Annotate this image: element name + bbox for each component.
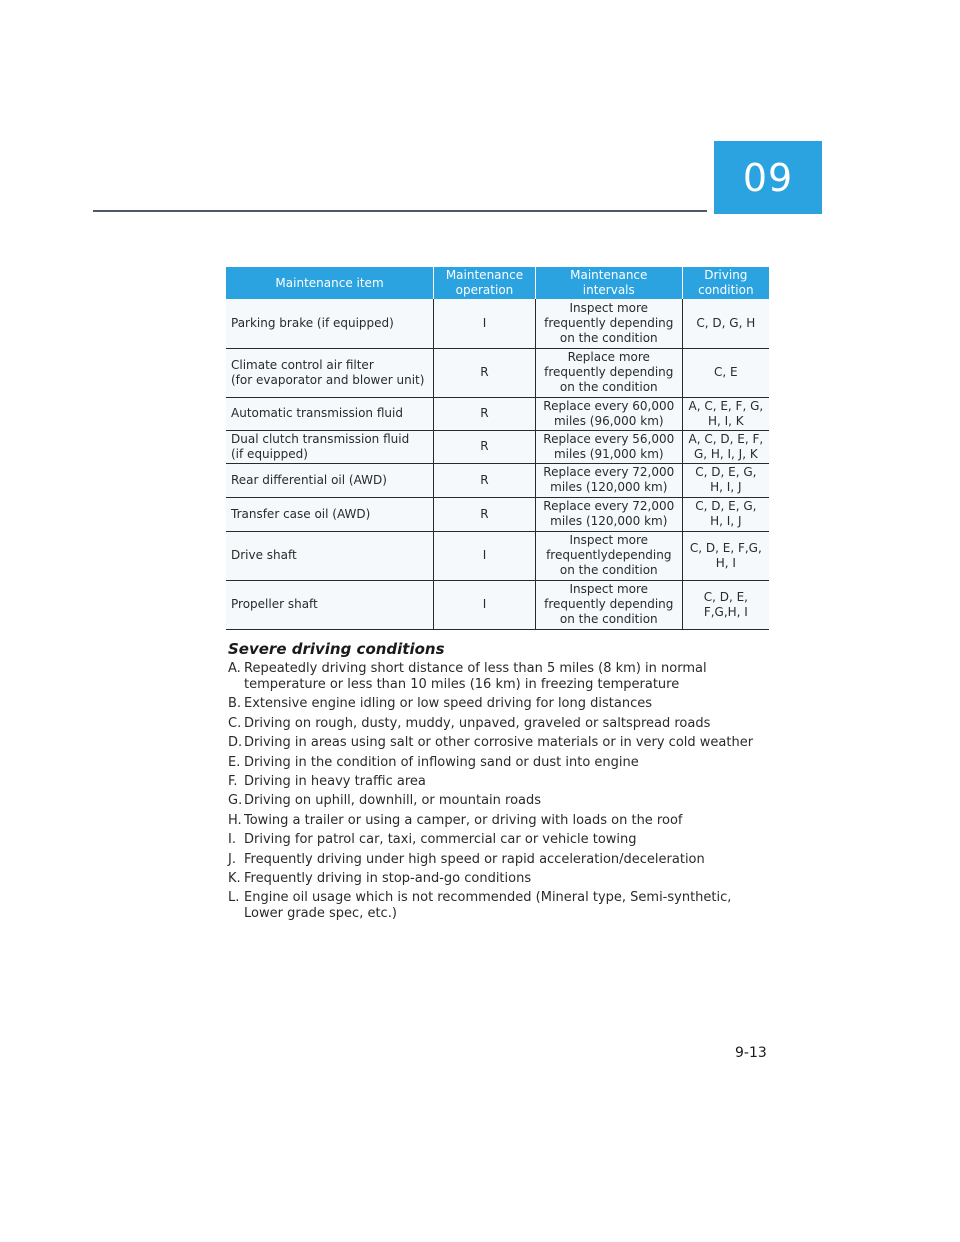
cell-item: Drive shaft — [226, 531, 434, 580]
list-item-text: Driving in heavy traffic area — [244, 773, 426, 789]
table-row — [226, 348, 769, 397]
severe-conditions-title: Severe driving conditions — [228, 640, 445, 658]
cell-operation: I — [434, 580, 536, 629]
list-item-letter: D. — [228, 735, 243, 751]
cell-interval: Inspect more frequently depending on the condition — [535, 580, 682, 629]
list-item-text: Towing a trailer or using a camper, or driving with loads on the roof — [244, 812, 683, 828]
list-item-letter: K. — [228, 870, 241, 886]
cell-condition: C, D, G, H — [682, 299, 769, 348]
table-header-row — [226, 267, 769, 299]
cell-condition: A, C, D, E, F, G, H, I, J, K — [682, 430, 769, 463]
cell-item: Transfer case oil (AWD) — [226, 497, 434, 531]
list-item-letter: L. — [228, 890, 240, 906]
list-item-text: Frequently driving under high speed or rapid acceleration/deceleration — [244, 851, 705, 867]
list-item — [228, 832, 773, 848]
list-item-text: Engine oil usage which is not recommended (Mineral type, Semi-synthetic, Lower grade spec, etc.) — [244, 890, 732, 922]
list-item — [228, 661, 773, 693]
page-number: 9-13 — [735, 1045, 767, 1061]
cell-interval: Inspect more frequently depending on the condition — [535, 299, 682, 348]
header-driving-condition: Driving condition — [682, 267, 769, 299]
cell-item: Propeller shaft — [226, 580, 434, 629]
list-item — [228, 852, 773, 868]
maintenance-table — [226, 267, 769, 630]
cell-condition: C, E — [682, 348, 769, 397]
list-item — [228, 871, 773, 887]
table-row — [226, 531, 769, 580]
table-row — [226, 430, 769, 463]
cell-operation: R — [434, 348, 536, 397]
cell-operation: I — [434, 299, 536, 348]
cell-item: Dual clutch transmission fluid (if equipped) — [226, 430, 434, 463]
list-item — [228, 890, 773, 922]
cell-condition: C, D, E, F,G, H, I — [682, 531, 769, 580]
list-item — [228, 813, 773, 829]
list-item-text: Repeatedly driving short distance of less than 5 miles (8 km) in normal temperature or less than 10 miles (16 km) in freezing temperature — [244, 661, 707, 692]
cell-operation: R — [434, 497, 536, 531]
list-item-text: Driving on uphill, downhill, or mountain roads — [244, 793, 542, 809]
cell-condition: C, D, E, G, H, I, J — [682, 497, 769, 531]
list-item-letter: F. — [228, 773, 238, 789]
list-item — [228, 696, 773, 712]
table-row — [226, 299, 769, 348]
cell-operation: R — [434, 463, 536, 497]
list-item-letter: J. — [228, 851, 236, 867]
list-item-text: Driving on rough, dusty, muddy, unpaved, graveled or saltspread roads — [244, 715, 711, 731]
chapter-tab — [714, 141, 822, 214]
cell-interval: Inspect more frequentlydepending on the condition — [535, 531, 682, 580]
cell-item: Rear differential oil (AWD) — [226, 463, 434, 497]
cell-interval: Replace every 60,000 miles (96,000 km) — [535, 397, 682, 430]
header-maintenance-intervals: Maintenance intervals — [535, 267, 682, 299]
cell-item: Automatic transmission fluid — [226, 397, 434, 430]
list-item — [228, 735, 773, 751]
list-item-letter: H. — [228, 812, 242, 828]
list-item-text: Extensive engine idling or low speed driving for long distances — [244, 696, 652, 712]
list-item — [228, 793, 773, 809]
header-maintenance-operation: Maintenance operation — [434, 267, 536, 299]
list-item-text: Driving in areas using salt or other corrosive materials or in very cold weather — [244, 735, 754, 751]
list-item-text: Driving for patrol car, taxi, commercial car or vehicle towing — [244, 832, 637, 848]
severe-conditions-list — [228, 661, 773, 926]
table-row — [226, 397, 769, 430]
list-item-letter: B. — [228, 696, 242, 712]
cell-interval: Replace every 72,000 miles (120,000 km) — [535, 463, 682, 497]
list-item-letter: C. — [228, 715, 242, 731]
list-item — [228, 716, 773, 732]
cell-item: Climate control air filter (for evaporator and blower unit) — [226, 348, 434, 397]
list-item-text: Frequently driving in stop-and-go conditions — [244, 870, 532, 886]
cell-condition: C, D, E, F,G,H, I — [682, 580, 769, 629]
cell-item: Parking brake (if equipped) — [226, 299, 434, 348]
cell-interval: Replace every 56,000 miles (91,000 km) — [535, 430, 682, 463]
cell-operation: R — [434, 397, 536, 430]
cell-condition: C, D, E, G, H, I, J — [682, 463, 769, 497]
table-row — [226, 497, 769, 531]
chapter-number: 09 — [742, 155, 794, 200]
list-item-letter: G. — [228, 793, 243, 809]
list-item — [228, 774, 773, 790]
cell-interval: Replace every 72,000 miles (120,000 km) — [535, 497, 682, 531]
table-row — [226, 463, 769, 497]
list-item-letter: E. — [228, 754, 241, 770]
header-divider — [93, 210, 707, 212]
list-item-text: Driving in the condition of inflowing sand or dust into engine — [244, 754, 639, 770]
cell-operation: R — [434, 430, 536, 463]
list-item-letter: I. — [228, 832, 236, 848]
table-row — [226, 580, 769, 629]
list-item — [228, 755, 773, 771]
cell-operation: I — [434, 531, 536, 580]
cell-interval: Replace more frequently depending on the condition — [535, 348, 682, 397]
header-maintenance-item: Maintenance item — [226, 267, 434, 299]
list-item-letter: A. — [228, 661, 241, 676]
cell-condition: A, C, E, F, G, H, I, K — [682, 397, 769, 430]
